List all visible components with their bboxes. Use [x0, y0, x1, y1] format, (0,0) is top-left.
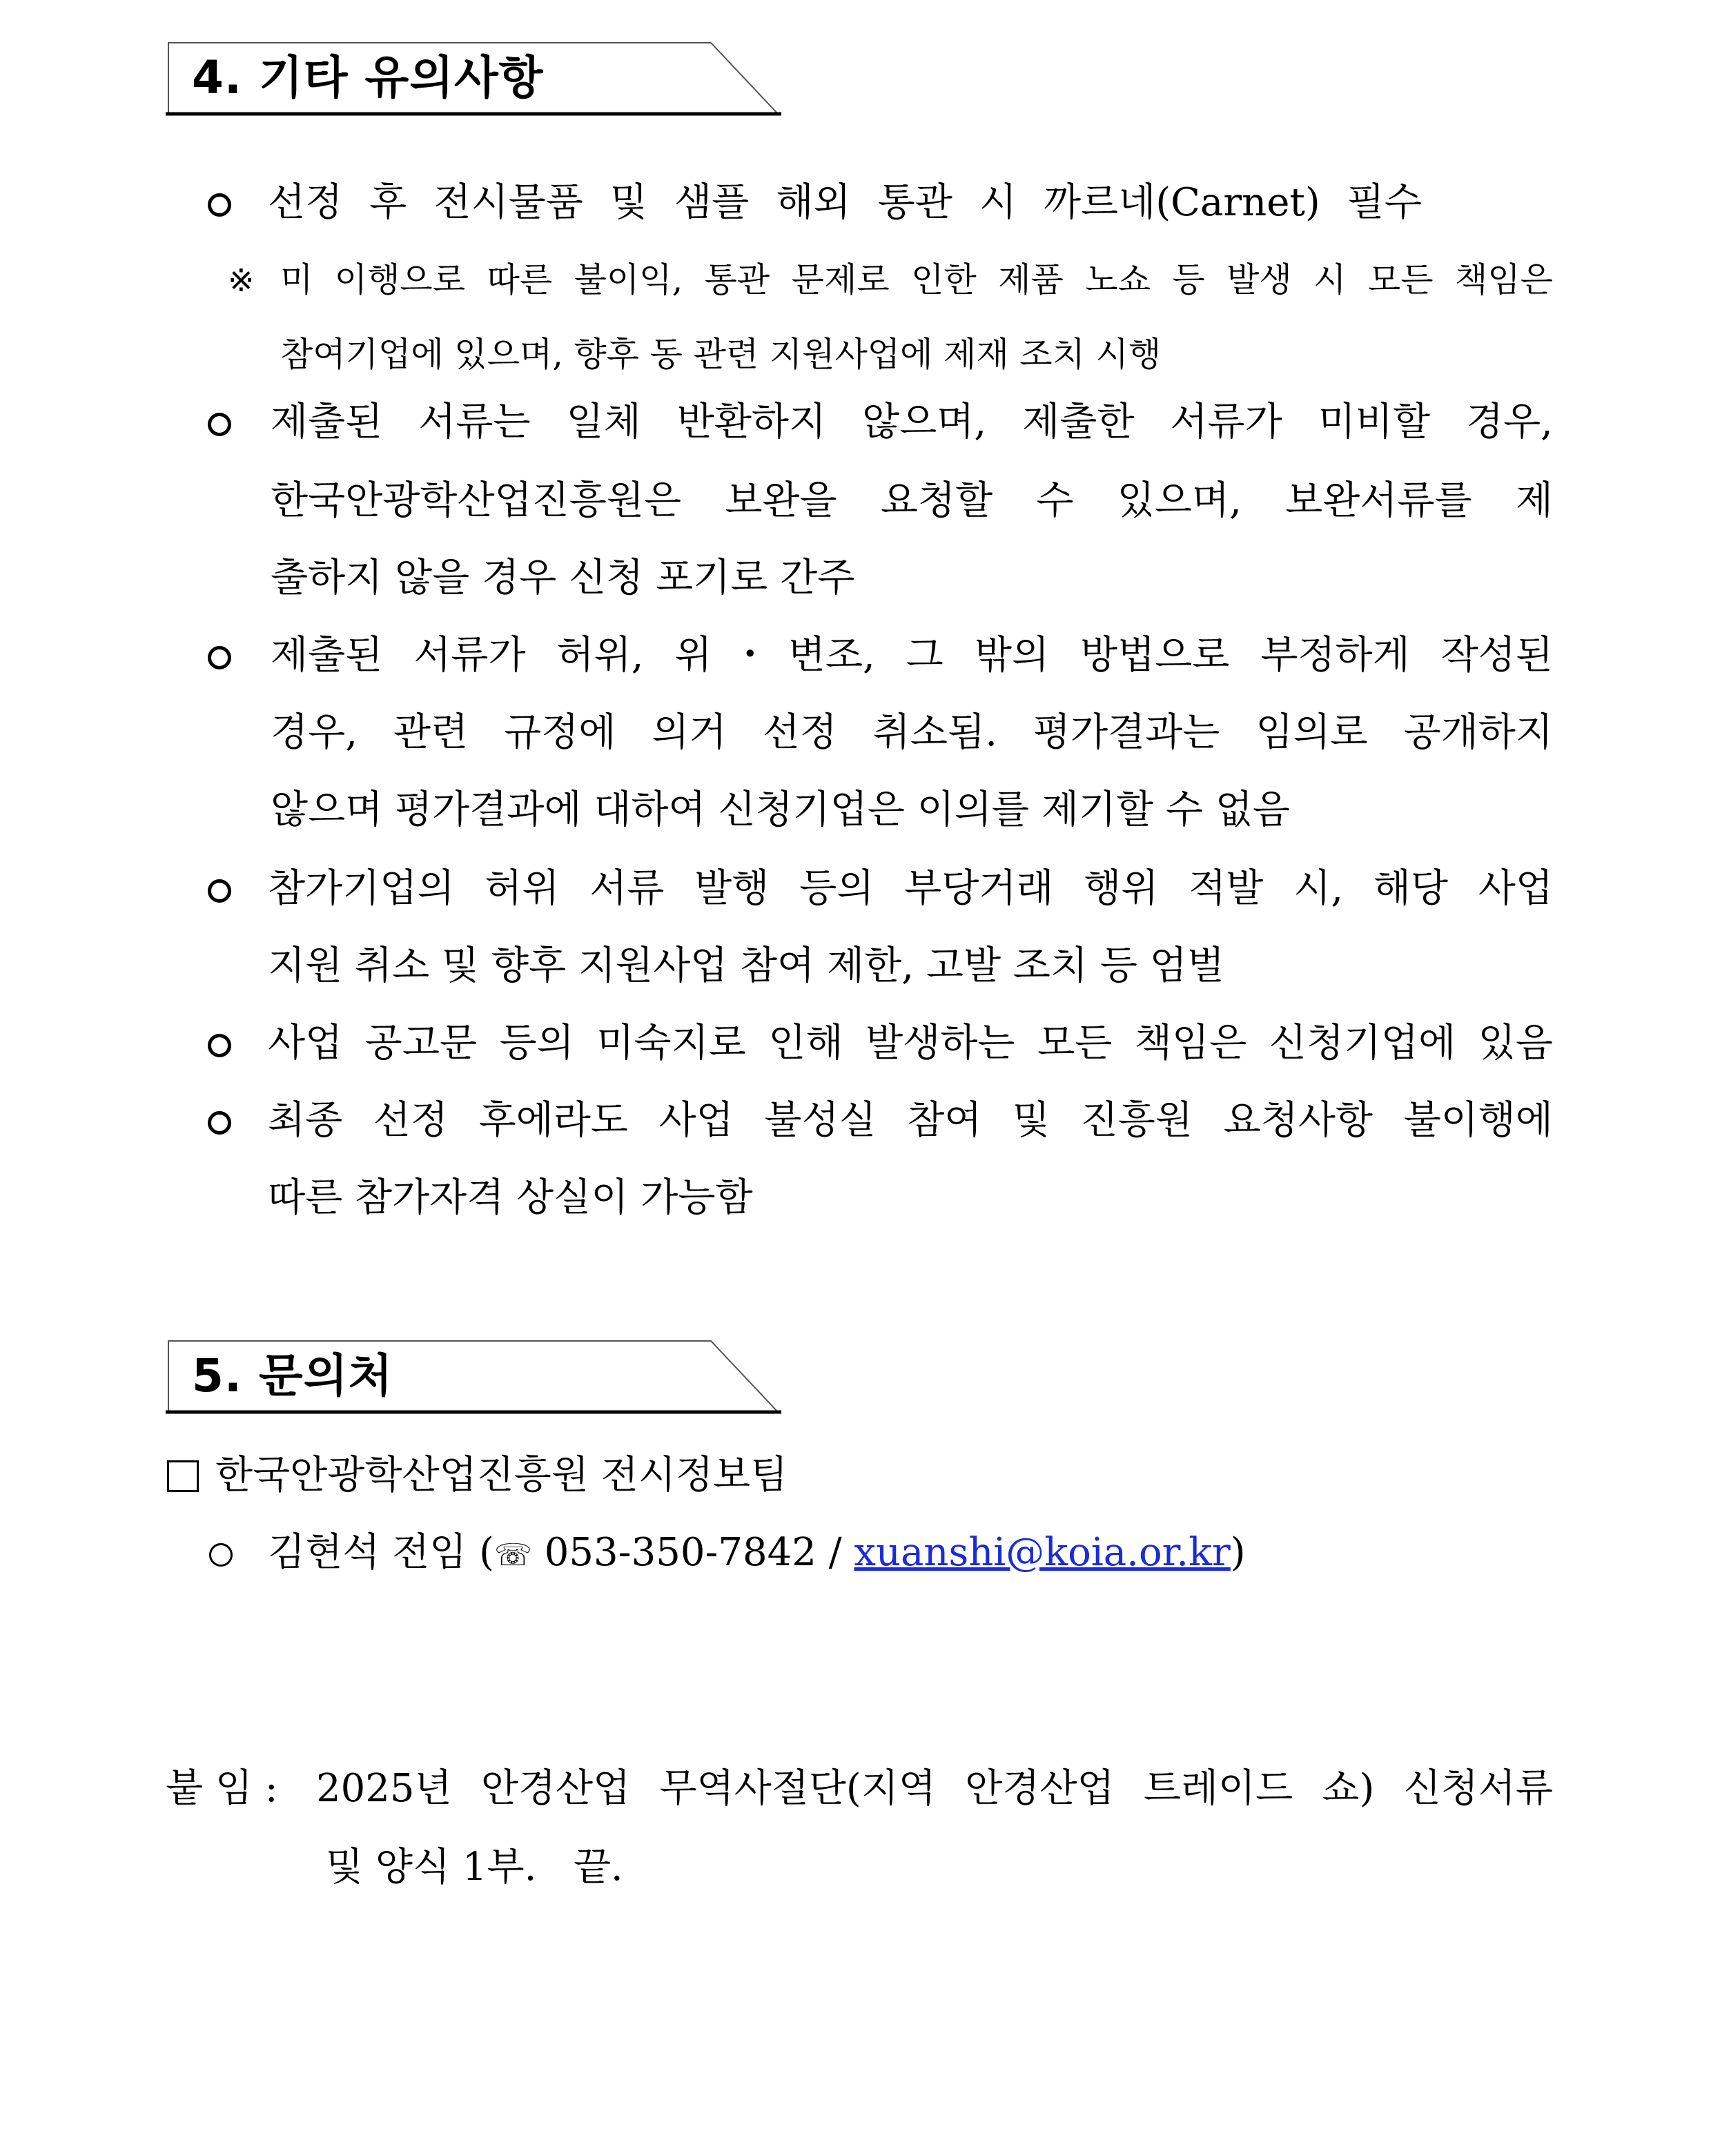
notice-item-1: 선정 후 전시물품 및 샘플 해외 통관 시 까르네(Carnet) 필수 [268, 180, 1422, 225]
square-bullet-icon [167, 1460, 199, 1492]
contact-email-link[interactable]: xuanshi@koia.or.kr [854, 1530, 1231, 1575]
attachment-line-1: 2025년 안경산업 무역사절단(지역 안경산업 트레이드 쇼) 신청서류 [316, 1766, 1553, 1811]
note-line-1: 미 이행으로 따른 불이익, 통관 문제로 인한 제품 노쇼 등 발생 시 모든 책임은 [280, 260, 1553, 300]
contact-person [268, 1528, 1246, 1580]
section-5-title: 5. 문의처 [192, 1349, 393, 1402]
contact-name: 김현석 전임 ( [268, 1530, 494, 1575]
note-mark: ※ [228, 262, 255, 299]
contact-phone: 053-350-7842 / [531, 1530, 854, 1575]
section-4-title: 4. 기타 유의사항 [192, 51, 544, 104]
notice-item-5: 사업 공고문 등의 미숙지로 인해 발생하는 모든 책임은 신청기업에 있음 [268, 1021, 1553, 1066]
attachment-label: 붙 임 : [166, 1766, 278, 1811]
ring-bullet-icon [208, 1034, 231, 1057]
ring-bullet-icon [209, 1543, 233, 1567]
notice-item-3-line-1: 제출된 서류가 허위, 위・변조, 그 밖의 방법으로 부정하게 작성된 [271, 633, 1553, 678]
notice-item-6-line-1: 최종 선정 후에라도 사업 불성실 참여 및 진흥원 요청사항 불이행에 [268, 1098, 1553, 1143]
notice-item-4-line-1: 참가기업의 허위 서류 발행 등의 부당거래 행위 적발 시, 해당 사업 [268, 866, 1553, 911]
notice-item-3-line-3: 않으며 평가결과에 대하여 신청기업은 이의를 제기할 수 없음 [271, 787, 1291, 832]
notice-item-2-line-1: 제출된 서류는 일체 반환하지 않으며, 제출한 서류가 미비할 경우, [271, 400, 1553, 444]
contact-org: 한국안광학산업진흥원 전시정보팀 [215, 1453, 788, 1498]
notice-item-3-line-2: 경우, 관련 규정에 의거 선정 취소됨. 평가결과는 임의로 공개하지 [271, 710, 1553, 755]
notice-item-2-line-2: 한국안광학산업진흥원은 보완을 요청할 수 있으며, 보완서류를 제 [271, 478, 1553, 523]
attachment-line-2: 및 양식 1부. 끝. [326, 1845, 623, 1890]
notice-item-6-line-2: 따른 참가자격 상실이 가능함 [268, 1175, 753, 1220]
ring-bullet-icon [208, 879, 231, 903]
section-4-heading [166, 40, 781, 116]
ring-bullet-icon [208, 193, 231, 217]
phone-icon: ☏ [493, 1538, 532, 1573]
ring-bullet-icon [208, 646, 231, 669]
note-line-2: 참여기업에 있으며, 향후 동 관련 지원사업에 제재 조치 시행 [280, 335, 1162, 374]
ring-bullet-icon [208, 1111, 231, 1135]
section-5-heading [166, 1338, 781, 1414]
ring-bullet-icon [208, 413, 231, 436]
notice-item-4-line-2: 지원 취소 및 향후 지원사업 참여 제한, 고발 조치 등 엄벌 [268, 943, 1224, 988]
contact-close-paren: ) [1230, 1530, 1246, 1575]
notice-item-2-line-3: 출하지 않을 경우 신청 포기로 간주 [271, 556, 855, 600]
